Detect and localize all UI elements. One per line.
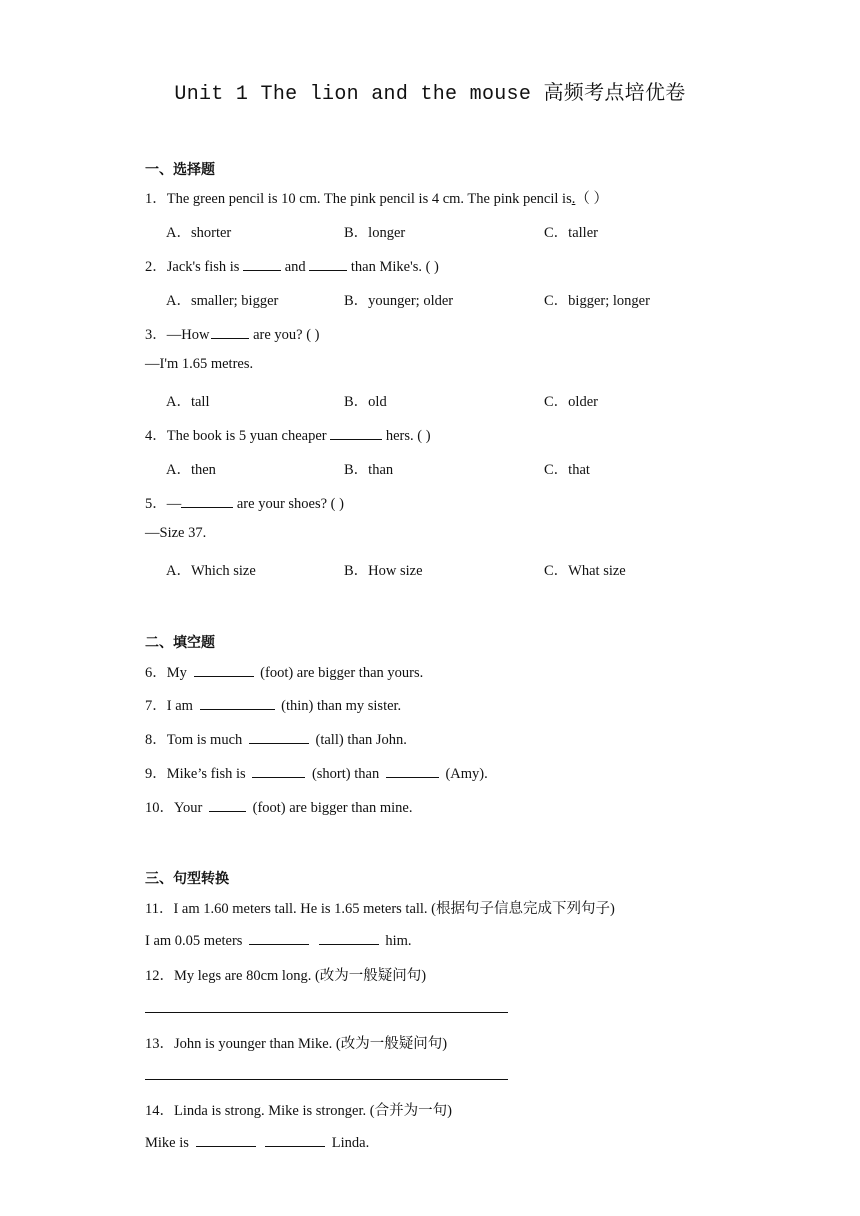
question-8 (145, 728, 407, 749)
question-3 (145, 323, 320, 344)
page-title: Unit 1 The lion and the mouse 高频考点培优卷 (174, 83, 686, 106)
question-11 (145, 897, 615, 918)
option-b[interactable]: B．old (344, 394, 387, 410)
option-a[interactable]: A．shorter (166, 225, 232, 241)
question-text: I am (166, 698, 193, 714)
answer-blank[interactable]: . (571, 191, 576, 207)
question-number: 7． (145, 698, 167, 714)
answer-blank[interactable] (211, 325, 249, 339)
question-10 (145, 796, 412, 817)
option-c[interactable]: C．older (544, 394, 598, 410)
question-6 (145, 661, 423, 682)
question-5 (145, 492, 344, 513)
question-text: than Mike's. ( ) (350, 259, 439, 275)
question-number: 4． (145, 428, 167, 444)
question-text: —How (166, 327, 210, 343)
question-number: 14． (145, 1103, 174, 1119)
answer-blank[interactable] (386, 764, 439, 778)
answer-paren: （ ） (575, 191, 608, 207)
answer-blank[interactable] (249, 730, 309, 744)
question-text: Tom is much (166, 732, 243, 748)
question-text: and (284, 259, 306, 275)
answer-blank[interactable] (181, 494, 233, 508)
question-14 (145, 1099, 452, 1120)
answer-blank[interactable] (200, 696, 275, 710)
question-9 (145, 762, 488, 783)
question-text: Your (174, 800, 203, 816)
question-text: My (166, 665, 187, 681)
question-text: Mike is (145, 1135, 189, 1151)
question-text: Linda is strong. Mike is stronger. (合并为一句) (174, 1103, 452, 1119)
answer-blank[interactable] (309, 257, 347, 271)
question-text: John is younger than Mike. (改为一般疑问句) (174, 1036, 448, 1052)
question-number: 10． (145, 800, 174, 816)
option-b[interactable]: B．younger; older (344, 293, 454, 309)
question-number: 13． (145, 1036, 174, 1052)
question-5-response: —Size 37. (145, 525, 207, 541)
question-text: The green pencil is 10 cm. The pink pencil is 4 cm. The pink pencil is (166, 191, 572, 207)
question-text: I am 1.60 meters tall. He is 1.65 meters tall. (根据句子信息完成下列句子) (173, 901, 615, 917)
answer-blank[interactable] (252, 764, 305, 778)
question-7 (145, 694, 401, 715)
question-text: (thin) than my sister. (281, 698, 402, 714)
question-text: (foot) are bigger than yours. (260, 665, 424, 681)
question-1 (145, 187, 608, 208)
question-text: (short) than (311, 766, 380, 782)
question-2 (145, 255, 439, 276)
question-14-answer (145, 1133, 369, 1152)
answer-blank[interactable] (196, 1133, 256, 1147)
answer-blank[interactable] (243, 257, 281, 271)
option-c[interactable]: C．bigger; longer (544, 293, 650, 309)
answer-blank[interactable] (209, 798, 246, 812)
question-text: The book is 5 yuan cheaper (166, 428, 327, 444)
question-text: him. (385, 933, 412, 949)
answer-line[interactable] (145, 1079, 508, 1080)
question-number: 6． (145, 665, 167, 681)
option-c[interactable]: C．taller (544, 225, 598, 241)
question-text: I am 0.05 meters (145, 933, 243, 949)
question-number: 11． (145, 901, 174, 917)
question-text: are you? ( ) (253, 327, 320, 343)
question-11-answer (145, 931, 412, 950)
answer-blank[interactable] (330, 426, 382, 440)
question-13 (145, 1032, 447, 1053)
option-a[interactable]: A．tall (166, 394, 210, 410)
question-number: 9． (145, 766, 167, 782)
question-text: are your shoes? ( ) (236, 496, 344, 512)
question-12 (145, 964, 426, 985)
question-number: 8． (145, 732, 167, 748)
question-number: 12． (145, 968, 174, 984)
question-text: Jack's fish is (166, 259, 240, 275)
question-text: hers. ( ) (385, 428, 431, 444)
question-text: — (166, 496, 182, 512)
question-4 (145, 424, 431, 445)
question-number: 5． (145, 496, 167, 512)
question-number: 2． (145, 259, 167, 275)
option-b[interactable]: B．than (344, 462, 394, 478)
question-text: Linda. (331, 1135, 370, 1151)
section-heading-choice: 一、选择题 (145, 162, 215, 178)
answer-blank[interactable] (319, 931, 379, 945)
answer-blank[interactable] (249, 931, 309, 945)
option-b[interactable]: B．How size (344, 563, 423, 579)
option-a[interactable]: A．Which size (166, 563, 256, 579)
option-c[interactable]: C．What size (544, 563, 626, 579)
option-a[interactable]: A．smaller; bigger (166, 293, 279, 309)
question-3-response: —I'm 1.65 metres. (145, 356, 254, 372)
answer-blank[interactable] (265, 1133, 325, 1147)
section-heading-fill: 二、填空题 (145, 635, 215, 651)
question-text: (tall) than John. (315, 732, 407, 748)
option-a[interactable]: A．then (166, 462, 216, 478)
question-text: (foot) are bigger than mine. (252, 800, 413, 816)
answer-blank[interactable] (194, 663, 254, 677)
answer-line[interactable] (145, 1012, 508, 1013)
question-number: 1． (145, 191, 167, 207)
question-text: (Amy). (445, 766, 488, 782)
section-heading-transform: 三、句型转换 (145, 871, 229, 887)
question-number: 3． (145, 327, 167, 343)
option-c[interactable]: C．that (544, 462, 590, 478)
option-b[interactable]: B．longer (344, 225, 406, 241)
question-text: Mike’s fish is (166, 766, 246, 782)
question-text: My legs are 80cm long. (改为一般疑问句) (174, 968, 427, 984)
